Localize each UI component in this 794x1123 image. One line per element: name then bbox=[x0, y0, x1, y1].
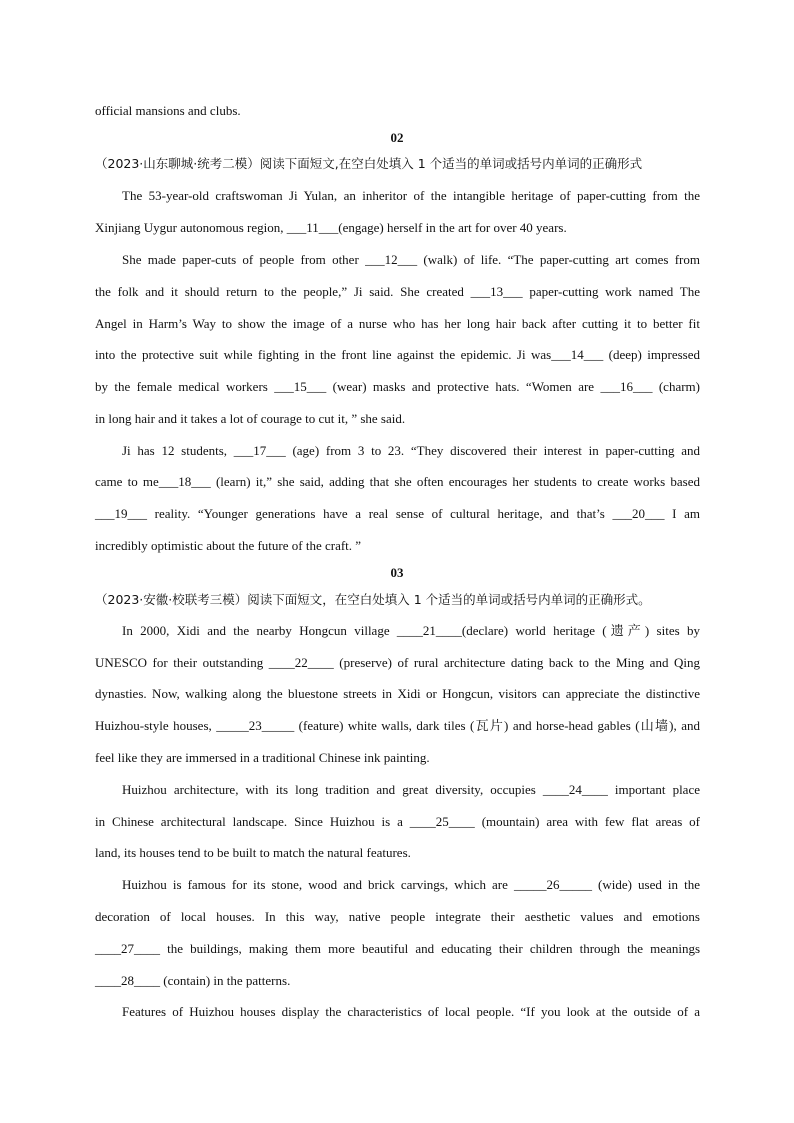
paragraph-line: Huizhou architecture, with its long tradition and great diversity, occupies ____24____ important place bbox=[122, 782, 700, 797]
text-line: official mansions and clubs. bbox=[95, 103, 241, 118]
paragraph-line: ____28____ (contain) in the patterns. bbox=[95, 973, 291, 988]
exercise-instruction: （2023·安徽·校联考三模）阅读下面短文，在空白处填入 1 个适当的单词或括号内单词的正确形式。 bbox=[95, 592, 651, 607]
paragraph-line: came to me___18___ (learn) it,” she said, adding that she often encourages her students to create works based bbox=[95, 474, 700, 489]
paragraph-line: She made paper-cuts of people from other ___12___ (walk) of life. “The paper-cutting art comes from bbox=[122, 252, 700, 267]
paragraph-line: Ji has 12 students, ___17___ (age) from 3 to 23. “They discovered their interest in paper-cutting and bbox=[122, 443, 700, 458]
paragraph-line: In 2000, Xidi and the nearby Hongcun village ____21____(declare) world heritage (遗产) sites by bbox=[122, 623, 700, 638]
paragraph-line: ___19___ reality. “Younger generations have a real sense of cultural heritage, and that’s ___20___ I am bbox=[95, 506, 700, 521]
paragraph-line: land, its houses tend to be built to match the natural features. bbox=[95, 845, 411, 860]
paragraph-line: Xinjiang Uygur autonomous region, ___11___(engage) herself in the art for over 40 years. bbox=[95, 220, 567, 235]
paragraph-line: feel like they are immersed in a traditional Chinese ink painting. bbox=[95, 750, 430, 765]
paragraph-line: by the female medical workers ___15___ (wear) masks and protective hats. “Women are ___16___ (charm) bbox=[95, 379, 700, 394]
paragraph-line: Angel in Harm’s Way to show the image of a nurse who has her long hair back after cutting it to better fit bbox=[95, 316, 700, 331]
paragraph-line: in Chinese architectural landscape. Since Huizhou is a ____25____ (mountain) area with few flat areas of bbox=[95, 814, 700, 829]
paragraph-line: incredibly optimistic about the future of the craft. ” bbox=[95, 538, 362, 553]
paragraph-line: decoration of local houses. In this way, native people integrate their aesthetic values and emotions bbox=[95, 909, 700, 924]
paragraph-line: the folk and it should return to the people,” Ji said. She created ___13___ paper-cutting work named The bbox=[95, 284, 700, 299]
paragraph-line: Huizhou is famous for its stone, wood and brick carvings, which are _____26_____ (wide) used in the bbox=[122, 877, 700, 892]
exercise-instruction: （2023·山东聊城·统考二模）阅读下面短文,在空白处填入 1 个适当的单词或括号内单词的正确形式 bbox=[95, 156, 643, 171]
paragraph-line: The 53-year-old craftswoman Ji Yulan, an inheritor of the intangible heritage of paper-cutting from the bbox=[122, 188, 700, 203]
paragraph-line: ____27____ the buildings, making them more beautiful and educating their children through the meanings bbox=[95, 941, 700, 956]
paragraph-line: into the protective suit while fighting in the front line against the epidemic. Ji was___14___ (deep) impressed bbox=[95, 347, 700, 362]
paragraph-line: in long hair and it takes a lot of courage to cut it, ” she said. bbox=[95, 411, 406, 426]
paragraph-line: Huizhou-style houses, _____23_____ (feature) white walls, dark tiles (瓦片) and horse-head gables (山墙), and bbox=[95, 718, 700, 733]
section-number: 02 bbox=[390, 130, 404, 145]
section-number: 03 bbox=[390, 565, 404, 580]
paragraph-line: UNESCO for their outstanding ____22____ (preserve) of rural architecture dating back to the Ming and Qing bbox=[95, 655, 700, 670]
paragraph-line: dynasties. Now, walking along the bluestone streets in Xidi or Hongcun, visitors can appreciate the distinctive bbox=[95, 686, 700, 701]
paragraph-line: Features of Huizhou houses display the characteristics of local people. “If you look at the outside of a bbox=[122, 1004, 700, 1019]
